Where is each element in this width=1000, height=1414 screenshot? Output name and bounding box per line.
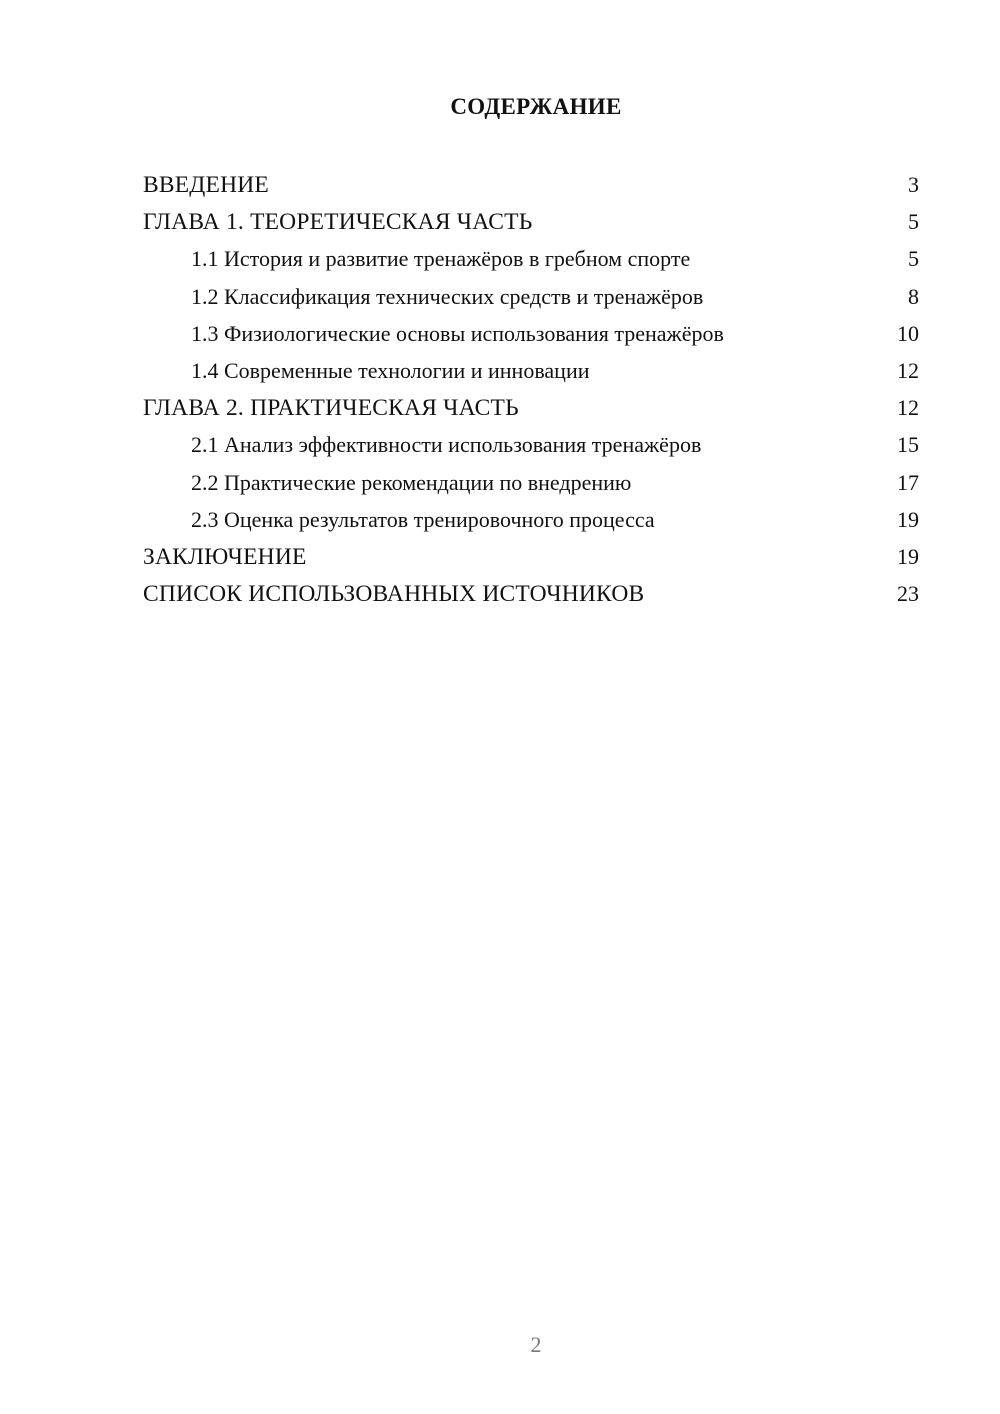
toc-item-section-1-3[interactable] xyxy=(143,315,919,352)
toc-item-label: 2.1 Анализ эффективности использования тренажёров xyxy=(191,432,702,458)
toc-item-label: ЗАКЛЮЧЕНИЕ xyxy=(143,543,307,570)
toc-item-label: 1.1 История и развитие тренажёров в гребном спорте xyxy=(191,246,691,272)
toc-item-label: ГЛАВА 1. ТЕОРЕТИЧЕСКАЯ ЧАСТЬ xyxy=(143,209,533,236)
toc-item-conclusion[interactable] xyxy=(143,538,919,575)
toc-item-label: 2.2 Практические рекомендации по внедрению xyxy=(191,469,632,495)
toc-item-label: 1.2 Классификация технических средств и тренажёров xyxy=(191,283,704,309)
toc-item-label: 2.3 Оценка результатов тренировочного процесса xyxy=(191,506,655,532)
toc-item-label: 1.3 Физиологические основы использования тренажёров xyxy=(191,320,724,346)
toc-item-chapter-1[interactable] xyxy=(143,203,919,240)
toc-item-section-1-2[interactable] xyxy=(143,278,919,315)
toc-item-label: ВВЕДЕНИЕ xyxy=(143,172,269,198)
page-number: 2 xyxy=(530,1332,542,1357)
toc-item-references[interactable] xyxy=(143,575,919,612)
toc-item-label: СПИСОК ИСПОЛЬЗОВАННЫХ ИСТОЧНИКОВ xyxy=(143,581,645,608)
toc-item-page: 10 xyxy=(897,320,919,346)
toc-item-section-1-1[interactable] xyxy=(143,240,919,277)
toc-item-label: ГЛАВА 2. ПРАКТИЧЕСКАЯ ЧАСТЬ xyxy=(143,395,519,422)
toc-item-section-2-3[interactable] xyxy=(143,501,919,538)
toc-item-page: 8 xyxy=(908,283,919,309)
toc-item-label: 1.4 Современные технологии и инновации xyxy=(191,357,590,383)
toc-item-section-1-4[interactable] xyxy=(143,352,919,389)
toc-item-page: 19 xyxy=(897,506,919,532)
toc-item-section-2-1[interactable] xyxy=(143,426,919,463)
toc-item-introduction[interactable] xyxy=(143,166,919,203)
toc-item-page: 17 xyxy=(897,469,919,495)
toc-item-page: 12 xyxy=(897,357,919,383)
toc-item-page: 23 xyxy=(897,581,919,607)
page-title: СОДЕРЖАНИЕ xyxy=(450,94,622,119)
toc-item-page: 3 xyxy=(908,172,919,197)
toc-item-page: 12 xyxy=(897,395,919,421)
toc-item-page: 5 xyxy=(908,246,919,272)
toc-item-chapter-2[interactable] xyxy=(143,389,919,426)
toc-item-section-2-2[interactable] xyxy=(143,464,919,501)
toc-item-page: 5 xyxy=(908,209,919,235)
table-of-contents xyxy=(143,166,919,612)
toc-item-page: 15 xyxy=(897,432,919,458)
toc-item-page: 19 xyxy=(897,543,919,569)
